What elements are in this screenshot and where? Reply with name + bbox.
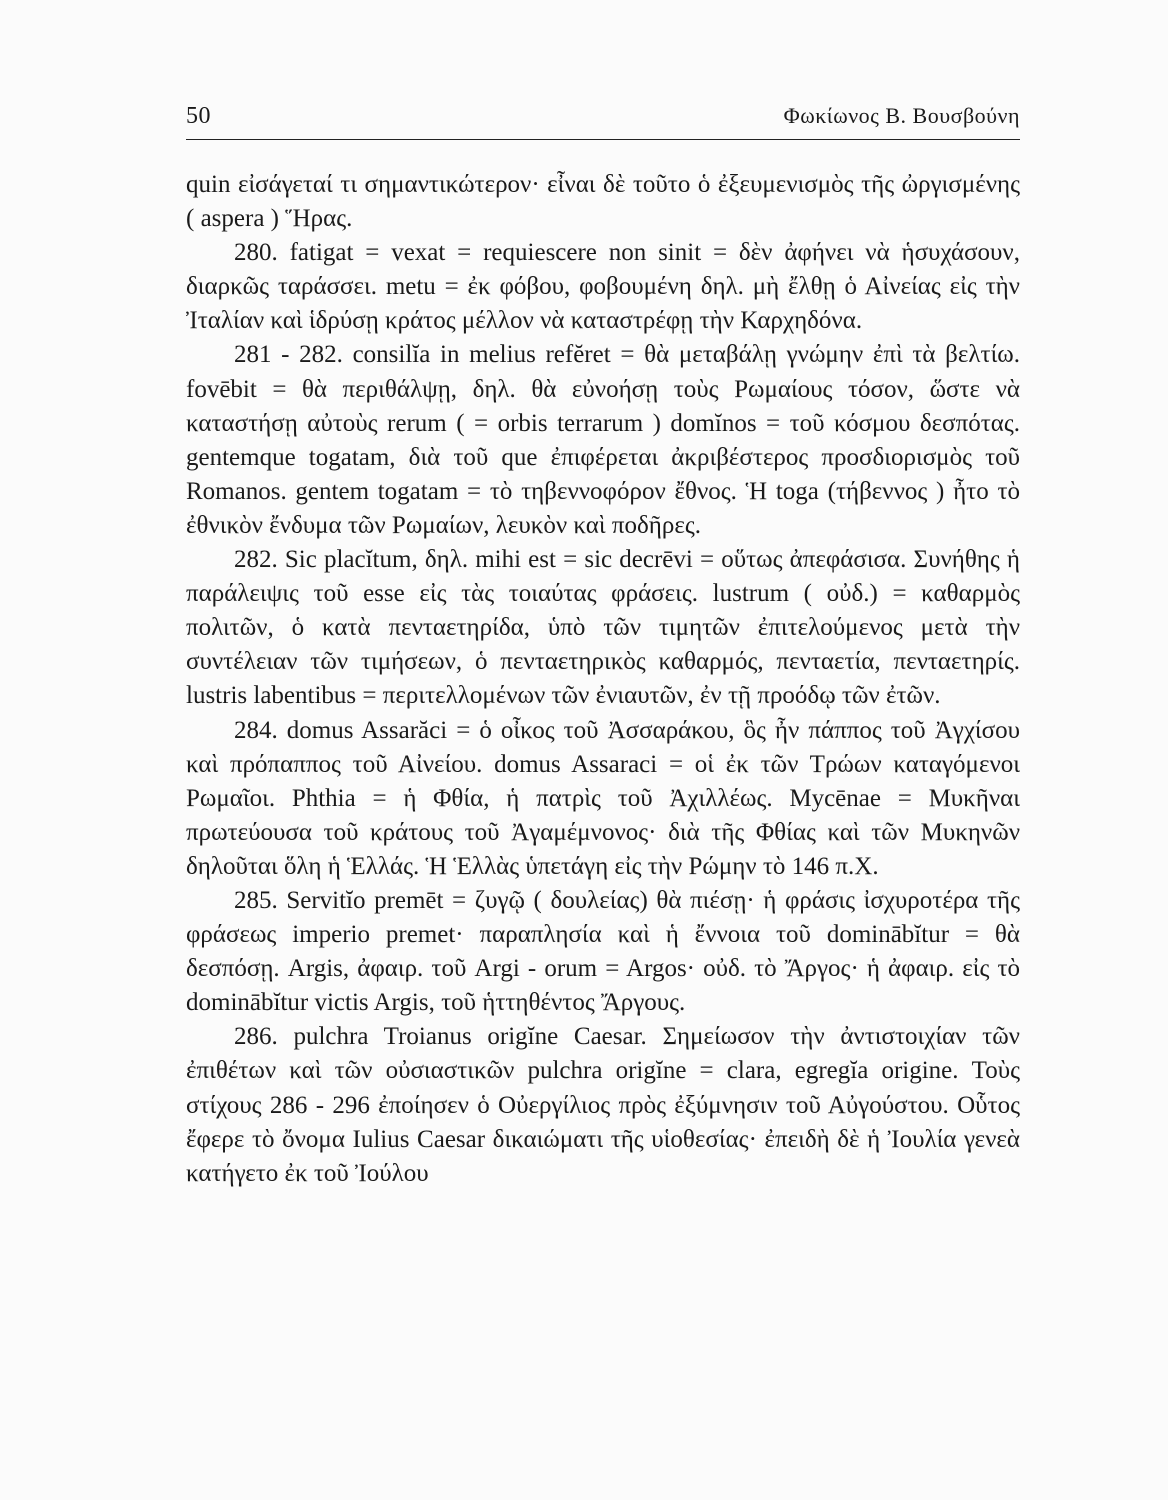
page-number: 50 <box>186 103 211 129</box>
note-284: 284. domus Assarăci = ὁ οἶκος τοῦ Ἀσσαράκου, ὃς ἦν πάππος τοῦ Ἀγχίσου καὶ πρόπαππος τοῦ Αἰνείου. domus Assaraci = οἱ ἐκ τῶν Τρώων καταγόμενοι Ρωμαῖοι. Phthia = ἡ Φθία, ἡ πατρὶς τοῦ Ἀχιλλέως. Mycēnae = Μυκῆναι πρωτεύουσα τοῦ κράτους τοῦ Ἀγαμέμνονος· διὰ τῆς Φθίας καὶ τῶν Μυκηνῶν δηλοῦται ὅλη ἡ Ἑλλάς. Ἡ Ἑλλὰς ὑπετάγη εἰς τὴν Ρώμην τὸ 146 π.Χ. <box>186 716 1020 880</box>
note-282: 282. Sic placĭtum, δηλ. mihi est = sic decrēvi = οὕτως ἀπεφάσισα. Συνήθης ἡ παράλειψις τοῦ esse εἰς τὰς τοιαύτας φράσεις. lustrum ( οὐδ.) = καθαρμὸς πολιτῶν, ὁ κατὰ πενταετηρίδα, ὑπὸ τῶν τιμητῶν ἐπιτελούμενος μετὰ τὴν συντέλειαν τῶν τιμήσεων, ὁ πενταετηρικὸς καθαρμός, πενταετία, πενταετηρίς. lustris labentibus = περιτελλομένων τῶν ἐνιαυτῶν, ἐν τῇ προόδῳ τῶν ἐτῶν. <box>186 546 1020 710</box>
paragraph-continuation: quin εἰσάγεταί τι σημαντικώτερον· εἶναι δὲ τοῦτο ὁ ἐξευμενισμὸς τῆς ὠργισμένης ( aspera ) Ἥρας. <box>186 171 1020 233</box>
running-head: Φωκίωνος Β. Βουσβούνη <box>783 103 1020 128</box>
note-286: 286. pulchra Troianus origĭne Caesar. Σημείωσον τὴν ἀντιστοιχίαν τῶν ἐπιθέτων καὶ τῶν οὐσιαστικῶν pulchra origĭne = clara, egregĭa origine. Τοὺς στίχους 286 - 296 ἐποίησεν ὁ Οὐεργίλιος πρὸς ἐξύμνησιν τοῦ Αὐγούστου. Οὗτος ἔφερε τὸ ὄνομα Iulius Caesar δικαιώματι τῆς υἱοθεσίας· ἐπειδὴ δὲ ἡ Ἰουλία γενεὰ κατήγετο ἐκ τοῦ Ἰούλου <box>186 1023 1020 1187</box>
note-280: 280. fatigat = vexat = requiescere non sinit = δὲν ἀφήνει νὰ ἡσυχάσουν, διαρκῶς ταράσσει. metu = ἐκ φόβου, φοβουμένη δηλ. μὴ ἔλθῃ ὁ Αἰνείας εἰς τὴν Ἰταλίαν καὶ ἱδρύσῃ κράτος μέλλον νὰ καταστρέφῃ τὴν Καρχηδόνα. <box>186 239 1020 335</box>
note-281-282: 281 - 282. consilĭa in melius refĕret = θὰ μεταβάλῃ γνώμην ἐπὶ τὰ βελτίω. fovēbit = θὰ περιθάλψῃ, δηλ. θὰ εὐνοήσῃ τοὺς Ρωμαίους τόσον, ὥστε νὰ καταστήσῃ αὐτοὺς rerum ( = orbis terrarum ) domĭnos = τοῦ κόσμου δεσπότας. gentemque togatam, διὰ τοῦ que ἐπιφέρεται ἀκριβέστερος προσδιορισμὸς τοῦ Romanos. gentem togatam = τὸ τηβεννοφόρον ἔθνος. Ἡ toga (τήβεννος ) ἦτο τὸ ἐθνικὸν ἔνδυμα τῶν Ρωμαίων, λευκὸν καὶ ποδῆρες. <box>186 341 1020 539</box>
header-rule <box>186 139 1020 140</box>
page-header <box>186 103 1020 133</box>
commentary-text <box>186 168 1020 1191</box>
note-285: 285. Servitĭo premēt = ζυγῷ ( δουλείας) θὰ πιέσῃ· ἡ φράσις ἰσχυροτέρα τῆς φράσεως imperio premet· παραπλησία καὶ ἡ ἔννοια τοῦ dominābĭtur = θὰ δεσπόσῃ. Argis, ἀφαιρ. τοῦ Argi - orum = Argos· οὐδ. τὸ Ἄργος· ἡ ἀφαιρ. εἰς τὸ dominābĭtur victis Argis, τοῦ ἡττηθέντος Ἄργους. <box>186 886 1020 1017</box>
